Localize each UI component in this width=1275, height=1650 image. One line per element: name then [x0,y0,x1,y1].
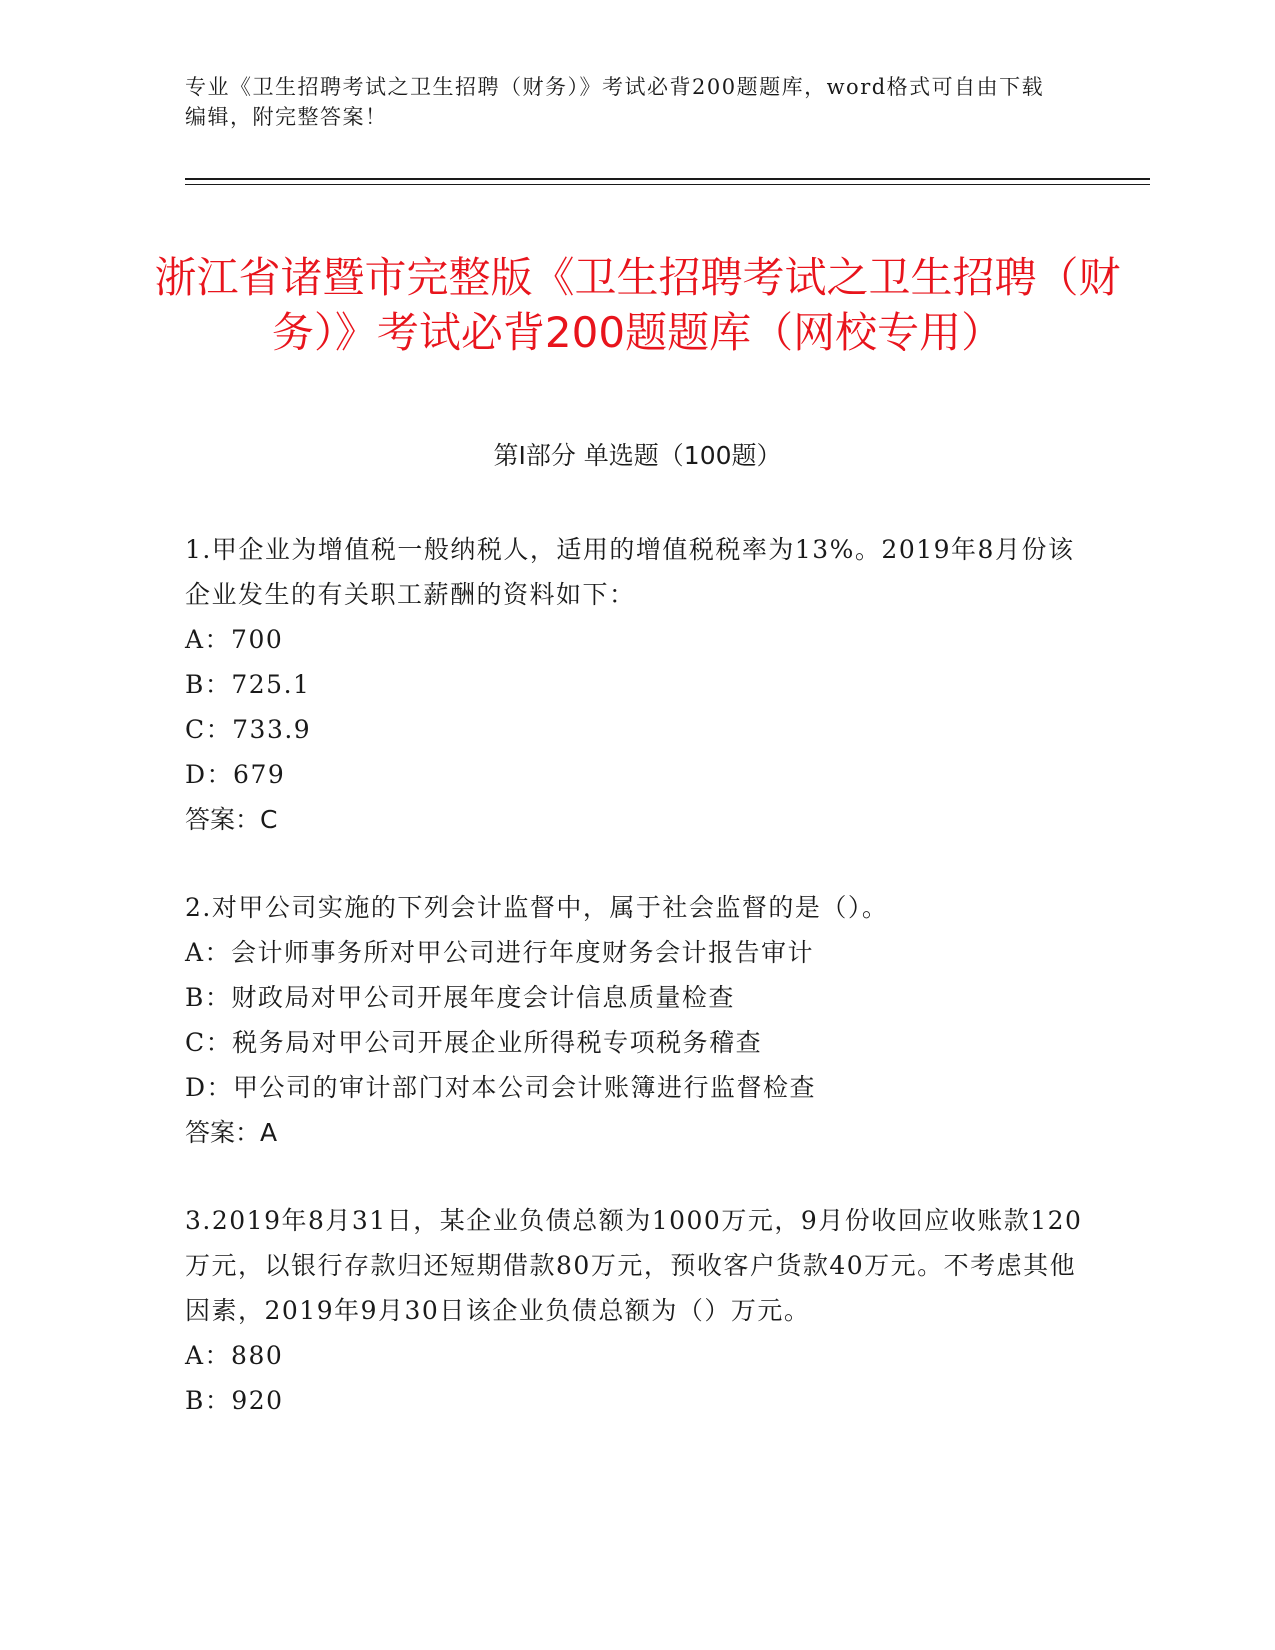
option-b: B：725.1 [185,670,311,699]
question-2 [185,885,1090,1155]
option-a: A：700 [185,625,284,654]
option-d: D：679 [185,760,286,789]
header-divider-thin [185,184,1150,185]
option-b: B：财政局对甲公司开展年度会计信息质量检查 [185,983,735,1012]
question-stem: 1.甲企业为增值税一般纳税人，适用的增值税税率为13%。2019年8月份该企业发生的有关职工薪酬的资料如下： [185,535,1075,609]
question-stem: 2.对甲公司实施的下列会计监督中，属于社会监督的是（）。 [185,893,889,922]
question-1 [185,527,1090,842]
answer: 答案：C [185,805,278,834]
option-d: D：甲公司的审计部门对本公司会计账簿进行监督检查 [185,1073,817,1102]
question-3 [185,1198,1090,1423]
option-c: C：税务局对甲公司开展企业所得税专项税务稽查 [185,1028,763,1057]
option-a: A：880 [185,1341,284,1370]
header-divider-thick [185,178,1150,180]
question-list [185,527,1090,1466]
option-c: C：733.9 [185,715,312,744]
option-a: A：会计师事务所对甲公司进行年度财务会计报告审计 [185,938,815,967]
document-title: 浙江省诸暨市完整版《卫生招聘考试之卫生招聘（财务）》考试必背200题题库（网校专用） [154,253,1121,358]
answer: 答案：A [185,1118,278,1147]
header-note: 专业《卫生招聘考试之卫生招聘（财务）》考试必背200题题库，word格式可自由下载编辑，附完整答案！ [185,75,1045,129]
section-heading: 第I部分 单选题（100题） [493,441,782,470]
question-stem: 3.2019年8月31日，某企业负债总额为1000万元，9月份收回应收账款120万元，以银行存款归还短期借款80万元，预收客户货款40万元。不考虑其他因素，2019年9月30日该企业负债总额为（）万元。 [185,1206,1083,1325]
option-b: B：920 [185,1386,284,1415]
